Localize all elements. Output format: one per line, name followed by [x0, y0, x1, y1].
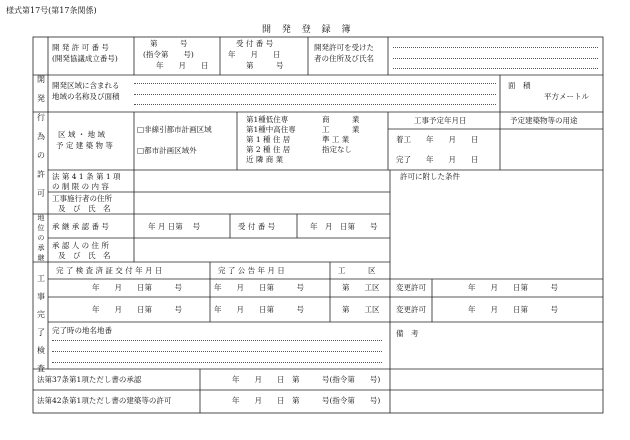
- area-name-label: 開発区域に含まれる: [52, 81, 120, 90]
- succession-receipt: 受 付 番 号: [238, 222, 276, 231]
- form-number: 様式第17号(第17条関係): [6, 6, 97, 15]
- area-label: 面 積: [508, 81, 531, 90]
- completion-notice-label: 完 了 公 告 年 月 日: [218, 266, 285, 275]
- area-unit: 平方メートル: [544, 92, 589, 101]
- change-label-2: 変更許可: [396, 305, 426, 314]
- conditions-label: 許可に附した条件: [400, 172, 460, 181]
- page-title: 開 発 登 録 簿: [262, 25, 355, 35]
- remarks-label: 備 考: [396, 329, 419, 338]
- approver-label: 承 認 人 の 住 所: [52, 241, 109, 250]
- opt-outside: □都市計画区域外: [137, 146, 197, 155]
- receipt-label: 受 付 番 号: [236, 39, 274, 48]
- permittee-sublabel: 者の住所及び氏名: [314, 54, 374, 63]
- cert-date-2: 年 月 日第 号: [92, 305, 182, 314]
- section-chisei: 地位の承継: [37, 214, 45, 262]
- area-name-sublabel: 地域の名称及び面積: [52, 92, 120, 101]
- final-address-label: 完了時の地名地番: [52, 326, 112, 335]
- art42-value: 年 月 日 第 号(指令第 号): [232, 396, 381, 405]
- art41-sublabel: の 制 限 の 内 容: [52, 182, 109, 191]
- use-label: 予定建築物等の用途: [510, 116, 578, 125]
- zone-9: 指定なし: [322, 145, 352, 154]
- succession-label: 承 継 承 認 番 号: [52, 222, 109, 231]
- receipt-number: 第 号: [246, 61, 284, 70]
- schedule-label: 工事予定年月日: [414, 116, 467, 125]
- art42-label: 法第42条第1項ただし書の建築等の許可: [37, 396, 172, 405]
- zone-8: 準 工 業: [322, 135, 350, 144]
- art37-value: 年 月 日 第 号(指令第 号): [232, 375, 381, 384]
- permit-date: 年 月 日: [156, 61, 209, 70]
- district-2: 第 工区: [342, 305, 380, 314]
- zone-3: 第 1 種 住 居: [246, 135, 291, 144]
- permit-number-label: 開 発 許 可 番 号: [52, 43, 109, 52]
- notice-date-1: 年 月 日第 号: [214, 283, 304, 292]
- succession-date: 年 月 日第 号: [148, 222, 201, 231]
- cert-date-1: 年 月 日第 号: [92, 283, 182, 292]
- art37-label: 法第37条第1項ただし書の承認: [37, 375, 142, 384]
- zone-sublabel: 予 定 建 築 物 等: [56, 141, 113, 150]
- zone-6: 商 業: [322, 115, 360, 124]
- approver-sublabel: 及 び 氏 名: [58, 251, 111, 260]
- change-date-1: 年 月 日第 号: [468, 283, 558, 292]
- zone-5: 近 隣 商 業: [246, 155, 284, 164]
- succession-receipt-date: 年 月 日第 号: [310, 222, 378, 231]
- zone-label: 区 域 ・ 地 域: [58, 130, 106, 139]
- permit-directive: (指令第 号): [143, 50, 194, 59]
- notice-date-2: 年 月 日第 号: [214, 305, 304, 314]
- district-1: 第 工区: [342, 283, 380, 292]
- district-label: 工 区: [338, 266, 376, 275]
- contractor-sublabel: 及 び 氏 名: [58, 204, 111, 213]
- completion-cert-label: 完 了 検 査 済 証 交 付 年 月 日: [56, 266, 163, 275]
- zone-4: 第 2 種 住 居: [246, 145, 291, 154]
- start-date: 着工 年 月 日: [396, 135, 479, 144]
- change-label-1: 変更許可: [396, 283, 426, 292]
- end-date: 完了 年 月 日: [396, 155, 479, 164]
- permit-number: 第 号: [150, 39, 188, 48]
- section-koji: 工事完了検査: [37, 274, 45, 373]
- art41-label: 法 第 4 1 条 第 1 項: [52, 172, 121, 181]
- permit-number-sublabel: (開発協議成立番号): [52, 54, 118, 63]
- opt-senbiki: □非線引都市計画区域: [137, 125, 212, 134]
- permittee-label: 開発許可を受けた: [314, 43, 374, 52]
- contractor-label: 工事施行者の住所: [52, 194, 112, 203]
- section-kaihatsu: 開発行為の許可: [37, 75, 45, 198]
- zone-2: 第1種中高住専: [246, 125, 296, 134]
- zone-1: 第1種低住専: [246, 115, 289, 124]
- zone-7: 工 業: [322, 125, 360, 134]
- change-date-2: 年 月 日第 号: [468, 305, 558, 314]
- receipt-date: 年 月 日: [228, 50, 281, 59]
